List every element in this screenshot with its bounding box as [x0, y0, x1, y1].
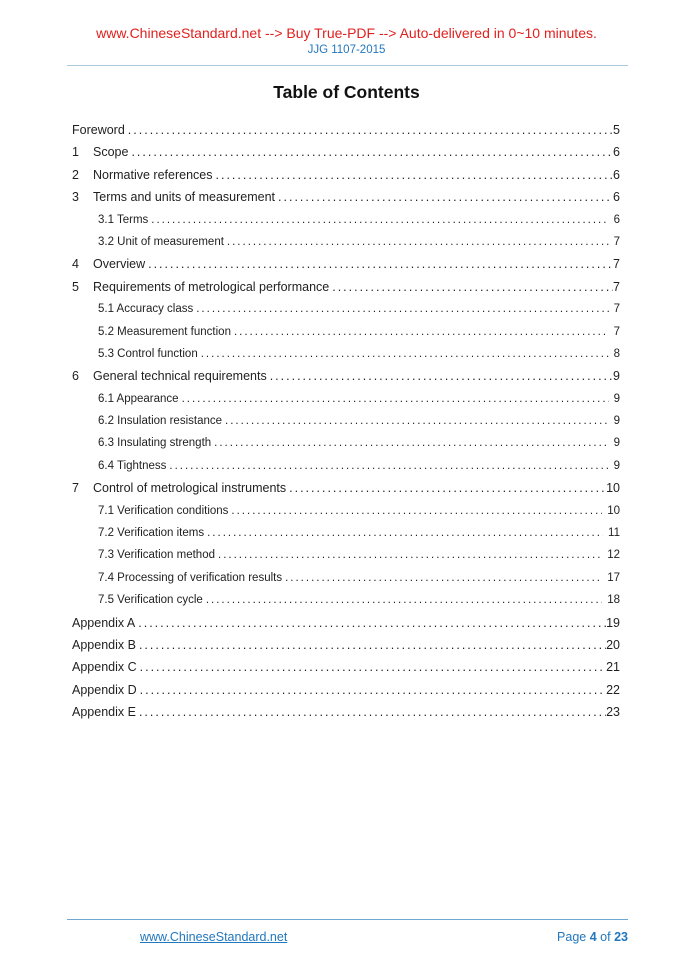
toc-entry-page: 7 [613, 279, 620, 294]
toc-entry [72, 209, 620, 231]
toc-dot-leader [128, 119, 613, 141]
toc-dot-leader [131, 141, 613, 163]
toc-entry-label: Scope [93, 145, 129, 160]
toc-dot-leader [227, 231, 609, 253]
toc-entry-label: Appendix C [72, 660, 137, 675]
table-of-contents [72, 119, 620, 724]
toc-entry-label: 5.1 Accuracy class [98, 303, 194, 316]
toc-entry [72, 388, 620, 410]
page-footer [67, 929, 628, 946]
toc-entry-page: 9 [613, 415, 620, 428]
toc-dot-leader [201, 343, 609, 365]
toc-entry-label: Foreword [72, 123, 125, 137]
toc-entry-page: 7 [613, 235, 620, 248]
toc-entry-page: 8 [613, 347, 620, 360]
toc-dot-leader [234, 321, 609, 343]
footer-divider [67, 919, 628, 920]
toc-entry-page: 23 [606, 705, 620, 720]
toc-entry [72, 253, 620, 275]
toc-dot-leader [182, 388, 609, 410]
toc-entry-label: Appendix E [72, 705, 136, 720]
toc-entry [72, 522, 620, 544]
toc-entry-page: 6 [613, 145, 620, 160]
toc-dot-leader [151, 209, 608, 231]
toc-dot-leader [231, 500, 602, 522]
toc-entry-label: 7.4 Processing of verification results [98, 571, 283, 584]
toc-dot-leader [218, 544, 602, 566]
toc-entry-label: Overview [93, 257, 146, 272]
toc-entry-label: 6.3 Insulating strength [98, 437, 212, 450]
toc-entry [72, 701, 620, 723]
toc-entry-label: 6.4 Tightness [98, 459, 167, 472]
toc-entry [72, 365, 620, 387]
toc-entry-label: Control of metrological instruments [93, 481, 287, 496]
toc-entry-page: 9 [613, 392, 620, 405]
toc-entry-page: 20 [606, 637, 620, 652]
toc-entry-label: 6.2 Insulation resistance [98, 415, 223, 428]
toc-dot-leader [270, 365, 613, 387]
page-indicator-total: 23 [614, 930, 628, 944]
toc-entry-label: 7.2 Verification items [98, 527, 205, 540]
toc-entry-page: 6 [613, 213, 620, 226]
toc-entry [72, 119, 620, 141]
toc-entry-page: 19 [606, 615, 620, 630]
toc-entry-page: 12 [607, 549, 620, 562]
toc-entry [72, 567, 620, 589]
toc-entry-number: 4 [72, 257, 79, 272]
toc-entry-page: 6 [613, 190, 620, 205]
toc-entry-page: 6 [613, 167, 620, 182]
toc-entry [72, 679, 620, 701]
toc-entry [72, 477, 620, 499]
toc-entry-page: 9 [613, 369, 620, 384]
toc-entry-page: 11 [608, 527, 620, 540]
toc-entry-page: 18 [607, 594, 620, 607]
toc-entry-label: Requirements of metrological performance [93, 279, 330, 294]
toc-entry-page: 7 [613, 303, 620, 316]
toc-entry-page: 17 [607, 571, 620, 584]
toc-entry-label: 3.2 Unit of measurement [98, 235, 224, 248]
toc-entry [72, 589, 620, 611]
toc-dot-leader [225, 410, 609, 432]
toc-dot-leader [169, 455, 608, 477]
page-indicator-of: of [600, 930, 611, 944]
toc-entry-number: 3 [72, 190, 79, 205]
toc-entry-label: 5.2 Measurement function [98, 325, 231, 338]
toc-entry-page: 10 [607, 504, 620, 517]
toc-entry [72, 544, 620, 566]
header-divider [67, 65, 628, 66]
toc-entry [72, 186, 620, 208]
toc-entry-label: Terms and units of measurement [93, 190, 276, 205]
toc-entry-label: Appendix D [72, 682, 137, 697]
toc-entry-label: 7.3 Verification method [98, 549, 215, 562]
toc-entry-page: 7 [613, 325, 620, 338]
page-title: Table of Contents [273, 82, 420, 102]
page-indicator-current: 4 [589, 930, 597, 944]
toc-entry [72, 432, 620, 454]
footer-site-link[interactable]: www.ChineseStandard.net [140, 930, 288, 944]
toc-dot-leader [139, 701, 606, 723]
toc-entry-page: 9 [613, 459, 620, 472]
toc-dot-leader [148, 253, 613, 275]
toc-dot-leader [207, 522, 603, 544]
toc-entry-label: Appendix A [72, 615, 136, 630]
toc-entry-label: 7.1 Verification conditions [98, 504, 229, 517]
toc-dot-leader [216, 164, 614, 186]
toc-entry-page: 5 [613, 123, 620, 137]
toc-dot-leader [285, 567, 602, 589]
toc-dot-leader [332, 276, 613, 298]
toc-entry-label: Normative references [93, 167, 213, 182]
toc-entry [72, 500, 620, 522]
toc-entry [72, 231, 620, 253]
page-indicator-prefix: Page [557, 930, 587, 944]
toc-entry-page: 9 [613, 437, 620, 450]
toc-entry [72, 612, 620, 634]
toc-entry-page: 7 [613, 257, 620, 272]
toc-entry [72, 141, 620, 163]
toc-dot-leader [138, 612, 606, 634]
toc-dot-leader [214, 432, 608, 454]
toc-entry-label: 6.1 Appearance [98, 392, 179, 405]
toc-dot-leader [196, 298, 608, 320]
toc-entry-page: 21 [606, 660, 620, 675]
toc-entry [72, 634, 620, 656]
toc-dot-leader [140, 679, 606, 701]
toc-entry-label: 7.5 Verification cycle [98, 594, 203, 607]
toc-entry [72, 164, 620, 186]
toc-dot-leader [206, 589, 602, 611]
toc-entry [72, 656, 620, 678]
toc-entry-number: 5 [72, 279, 79, 294]
toc-entry [72, 343, 620, 365]
document-code: JJG 1107-2015 [307, 44, 386, 56]
page-indicator [557, 929, 628, 946]
promo-banner-link[interactable]: www.ChineseStandard.net --> Buy True-PDF --> Auto-delivered in 0~10 minutes. [96, 25, 597, 41]
toc-dot-leader [140, 656, 606, 678]
toc-entry [72, 298, 620, 320]
toc-dot-leader [139, 634, 606, 656]
toc-dot-leader [289, 477, 606, 499]
toc-entry-number: 7 [72, 481, 79, 496]
toc-entry-number: 1 [72, 145, 79, 160]
toc-entry-label: 3.1 Terms [98, 213, 149, 226]
toc-entry-label: 5.3 Control function [98, 347, 198, 360]
toc-entry [72, 321, 620, 343]
toc-entry [72, 455, 620, 477]
toc-entry-number: 6 [72, 369, 79, 384]
toc-dot-leader [278, 186, 613, 208]
toc-entry-label: General technical requirements [93, 369, 267, 384]
toc-entry-label: Appendix B [72, 637, 136, 652]
toc-entry [72, 276, 620, 298]
toc-entry-page: 22 [606, 682, 620, 697]
toc-entry [72, 410, 620, 432]
toc-entry-number: 2 [72, 167, 79, 182]
toc-entry-page: 10 [606, 481, 620, 496]
